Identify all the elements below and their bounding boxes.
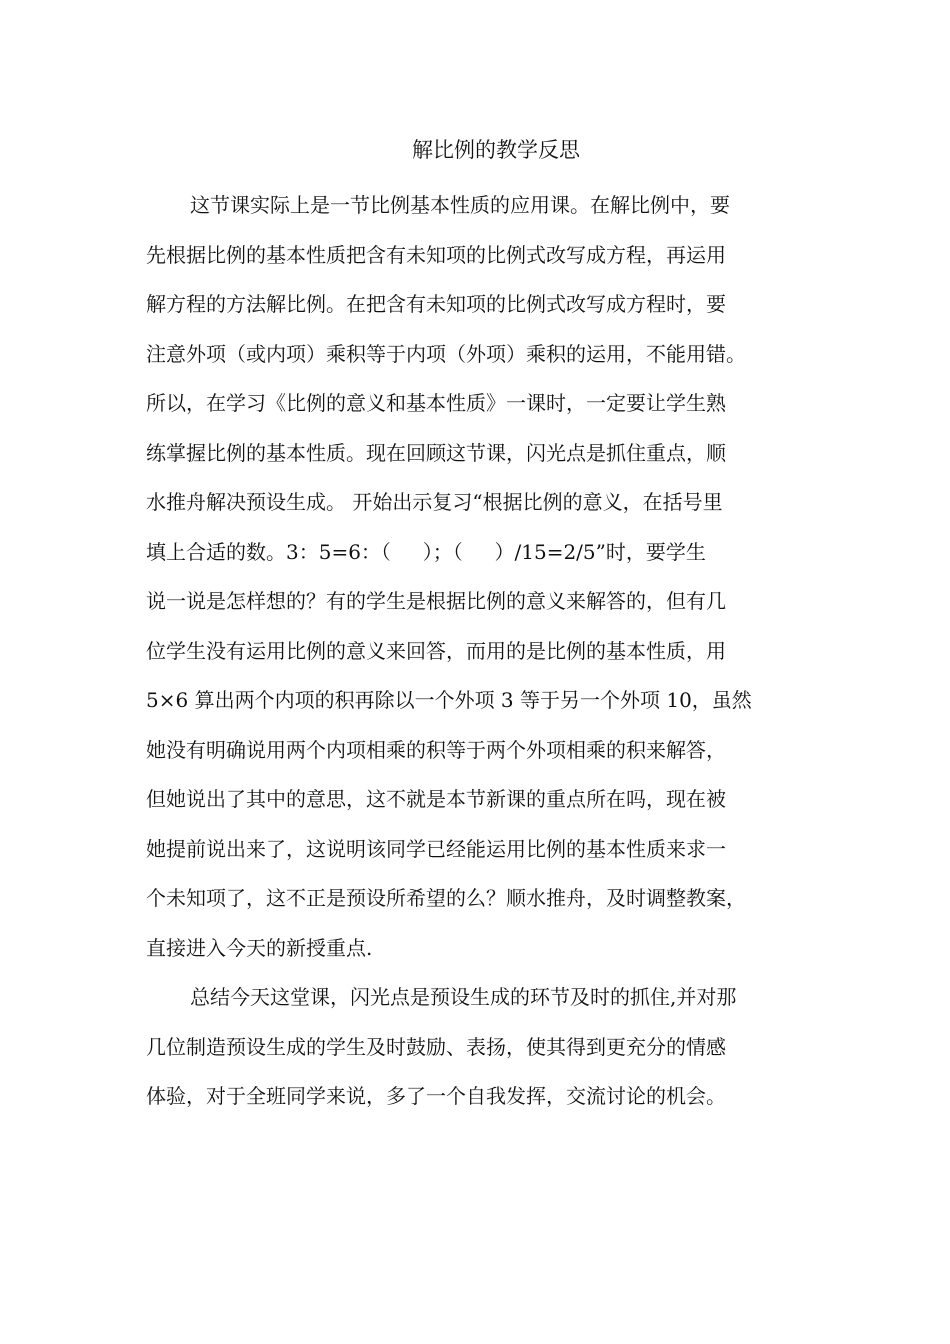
paragraph-line: 填上合适的数。3：5=6：（ ）；（ ）/15=2/5”时，要学生 bbox=[146, 539, 706, 564]
paragraph-line: 这节课实际上是一节比例基本性质的应用课。在解比例中，要 bbox=[190, 193, 730, 217]
paragraph-line: 她提前说出来了，这说明该同学已经能运用比例的基本性质来求一 bbox=[146, 836, 726, 861]
paragraph-line: 水推舟解决预设生成。 开始出示复习“根据比例的意义，在括号里 bbox=[146, 490, 723, 514]
document-body bbox=[146, 181, 810, 1122]
paragraph-line: 直接进入今天的新授重点. bbox=[146, 935, 373, 960]
paragraph-line: 她没有明确说用两个内项相乘的积等于两个外项相乘的积来解答， bbox=[146, 737, 726, 762]
paragraph-line: 位学生没有运用比例的意义来回答，而用的是比例的基本性质，用 bbox=[146, 638, 726, 663]
paragraph-line: 几位制造预设生成的学生及时鼓励、表扬，使其得到更充分的情感 bbox=[146, 1034, 726, 1059]
paragraph-line: 练掌握比例的基本性质。现在回顾这节课，闪光点是抓住重点，顺 bbox=[146, 440, 726, 465]
paragraph-line: 所以，在学习《比例的意义和基本性质》一课时，一定要让学生熟 bbox=[146, 391, 726, 415]
paragraph-line: 但她说出了其中的意思，这不就是本节新课的重点所在吗，现在被 bbox=[146, 787, 726, 811]
paragraph-line: 5×6 算出两个内项的积再除以一个外项 3 等于另一个外项 10，虽然 bbox=[146, 688, 752, 712]
paragraph-line: 先根据比例的基本性质把含有未知项的比例式改写成方程，再运用 bbox=[146, 242, 726, 267]
paragraph-line: 总结今天这堂课，闪光点是预设生成的环节及时的抓住,并对那 bbox=[190, 985, 737, 1009]
paragraph-line: 注意外项（或内项）乘积等于内项（外项）乘积的运用，不能用错。 bbox=[146, 341, 746, 366]
paragraph-line: 说一说是怎样想的？有的学生是根据比例的意义来解答的，但有几 bbox=[146, 589, 726, 613]
paragraph-line: 体验，对于全班同学来说，多了一个自我发挥，交流讨论的机会。 bbox=[146, 1084, 726, 1108]
document-title: 解比例的教学反思 bbox=[412, 138, 580, 162]
paragraph-line: 解方程的方法解比例。在把含有未知项的比例式改写成方程时，要 bbox=[146, 292, 726, 316]
paragraph-line: 个未知项了，这不正是预设所希望的么？顺水推舟，及时调整教案， bbox=[146, 886, 746, 910]
